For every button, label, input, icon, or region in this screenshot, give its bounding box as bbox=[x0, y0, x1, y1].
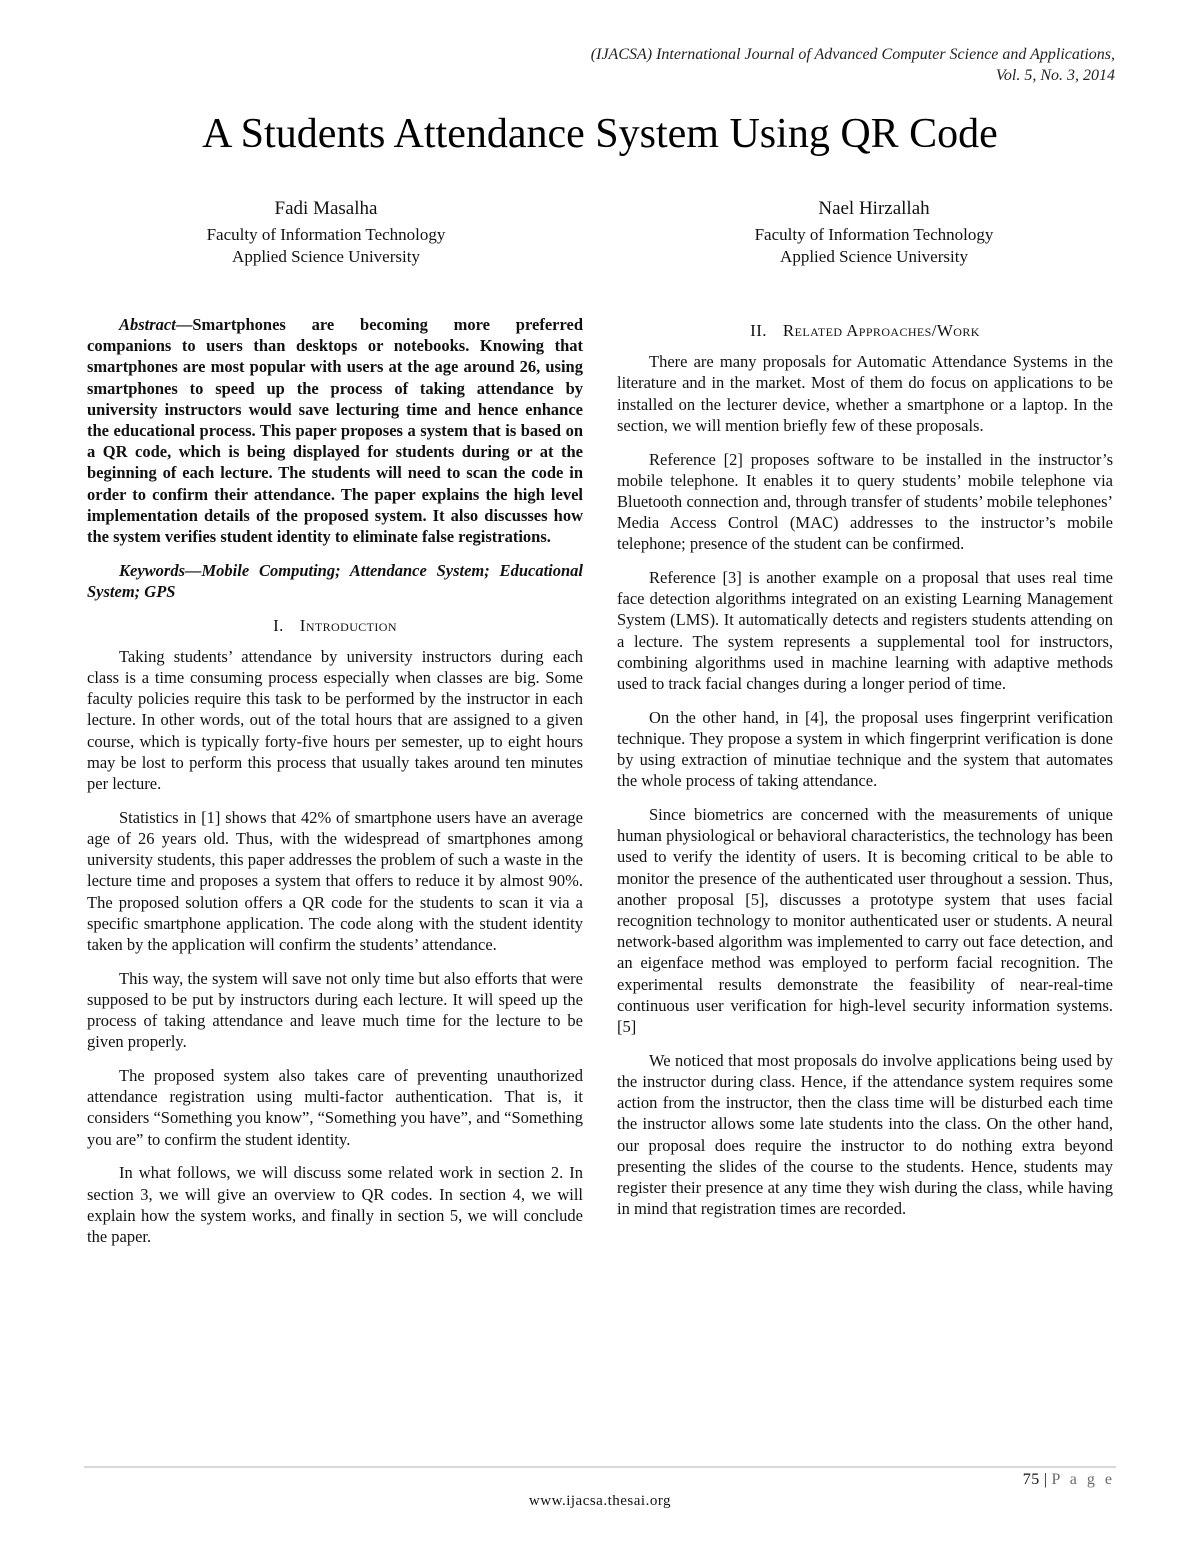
author-block-1 bbox=[116, 196, 536, 268]
section-number: I. bbox=[273, 615, 284, 635]
right-column bbox=[617, 320, 1113, 1232]
section-number: II. bbox=[750, 321, 767, 340]
author-faculty: Faculty of Information Technology bbox=[754, 225, 994, 244]
author-university: Applied Science University bbox=[780, 247, 968, 266]
journal-volume: Vol. 5, No. 3, 2014 bbox=[995, 67, 1115, 84]
page-number-separator: | bbox=[1043, 1471, 1048, 1488]
paragraph: The proposed system also takes care of preventing unauthorized attendance registration using multi-factor authentication. That is, it considers “Something you know”, “Something you have”, and “Something you are” to confirm the student identity. bbox=[87, 1066, 583, 1149]
author-university: Applied Science University bbox=[232, 247, 420, 266]
abstract-text: —Smartphones are becoming more preferred companions to users than desktops or notebooks. Knowing that smartphones are most popular with users at the age around 26, using smartphones to speed up the process of taking attendance by university instructors would save lecturing time and hence enhance the educational process. This paper proposes a system that is based on a QR code, which is being displayed for students during or at the beginning of each lecture. The students will need to scan the code in order to confirm their attendance. The paper explains the high level implementation details of the proposed system. It also discusses how the system verifies student identity to eliminate false registrations. bbox=[87, 315, 583, 547]
footer-rule bbox=[84, 1466, 1116, 1468]
paper-title: A Students Attendance System Using QR Code bbox=[202, 111, 998, 157]
section-heading-related-work bbox=[617, 320, 1113, 341]
left-column bbox=[87, 314, 583, 1260]
paragraph: Taking students’ attendance by university instructors during each class is a time consuming process especially when classes are big. Some faculty policies require this task to be performed by the instructor in each lecture. In other words, out of the total hours that are assigned to a given course, which is typically forty-five hours per semester, up to eight hours may be lost to perform this process that usually takes around ten minutes per lecture. bbox=[87, 646, 583, 794]
page-word: P a g e bbox=[1051, 1471, 1115, 1488]
paragraph: Since biometrics are concerned with the measurements of unique human physiological or behavioral characteristics, the technology has been used to verify the identity of users. It is becoming critical to be able to monitor the presence of the authenticated user throughout a session. Thus, another proposal [5], discusses a prototype system that uses facial recognition technology to monitor authenticated user or students. A neural network-based algorithm was implemented to carry out face detection, and an eigenface method was employed to perform facial recognition. The experimental results demonstrate the feasibility of near-real-time continuous user verification for high-level security information systems.[5] bbox=[617, 805, 1113, 1037]
paragraph: Reference [2] proposes software to be installed in the instructor’s mobile telephone. It enables it to query students’ mobile telephone via Bluetooth connection and, through transfer of students’ mobile telephones’ Media Access Control (MAC) addresses to the instructor’s mobile telephone; presence of the student can be confirmed. bbox=[617, 449, 1113, 554]
author-name: Nael Hirzallah bbox=[818, 198, 930, 219]
site-url: www.ijacsa.thesai.org bbox=[528, 1493, 672, 1509]
section-title: Introduction bbox=[299, 615, 397, 635]
page-number-value: 75 bbox=[1022, 1471, 1040, 1488]
paragraph: We noticed that most proposals do involve applications being used by the instructor during class. Hence, if the attendance system requires some action from the instructor, then the class time will be disturbed each time the instructor allows some late students into the class. On the other hand, our proposal does require the instructor to do nothing extra beyond presenting the slides of the course to the students. Hence, students may register their presence at any time they wish during the class, while having in mind that registration times are recorded. bbox=[617, 1050, 1113, 1219]
author-block-2 bbox=[664, 196, 1084, 268]
paragraph: Reference [3] is another example on a proposal that uses real time face detection algorithms integrated on an existing Learning Management System (LMS). It automatically detects and registers students attending on a lecture. The system represents a supplemental tool for instructors, combining algorithms used in machine learning with adaptive methods used to track facial changes during a longer period of time. bbox=[617, 568, 1113, 694]
paragraph: On the other hand, in [4], the proposal uses fingerprint verification technique. They propose a system in which fingerprint verification is done by using extraction of minutiae technique and the system that automates the whole process of taking attendance. bbox=[617, 707, 1113, 791]
paragraph: There are many proposals for Automatic Attendance Systems in the literature and in the market. Most of them do focus on applications to be installed on the lecturer device, whether a smartphone or a laptop. In the section, we will mention briefly few of these proposals. bbox=[617, 352, 1113, 435]
keywords: Keywords—Mobile Computing; Attendance System; Educational System; GPS bbox=[87, 560, 583, 601]
paragraph: Statistics in [1] shows that 42% of smartphone users have an average age of 26 years old. Thus, with the widespread of smartphones among university students, this paper addresses the problem of such a waste in the lecture time and proposes a system that offers to reduce it by almost 90%. The proposed solution offers a QR code for the students to scan it via a specific smartphone application. The code along with the student identity taken by the application will confirm the students’ attendance. bbox=[87, 807, 583, 954]
author-name: Fadi Masalha bbox=[274, 198, 378, 219]
section-title: Related Approaches/Work bbox=[782, 321, 980, 340]
abstract-lead: Abstract bbox=[119, 315, 176, 334]
journal-header bbox=[591, 44, 1115, 86]
paragraph: This way, the system will save not only time but also efforts that were supposed to be put by instructors during each lecture. It will speed up the process of taking attendance and leave much time for the lecture to be given properly. bbox=[87, 968, 583, 1052]
journal-name: (IJACSA) International Journal of Advanced Computer Science and Applications, bbox=[590, 46, 1115, 63]
author-faculty: Faculty of Information Technology bbox=[206, 225, 446, 244]
abstract bbox=[87, 314, 583, 547]
paragraph: In what follows, we will discuss some related work in section 2. In section 3, we will give an overview to QR codes. In section 4, we will explain how the system works, and finally in section 5, we will conclude the paper. bbox=[87, 1163, 583, 1246]
section-heading-introduction bbox=[87, 615, 583, 636]
page-number bbox=[1023, 1471, 1115, 1489]
